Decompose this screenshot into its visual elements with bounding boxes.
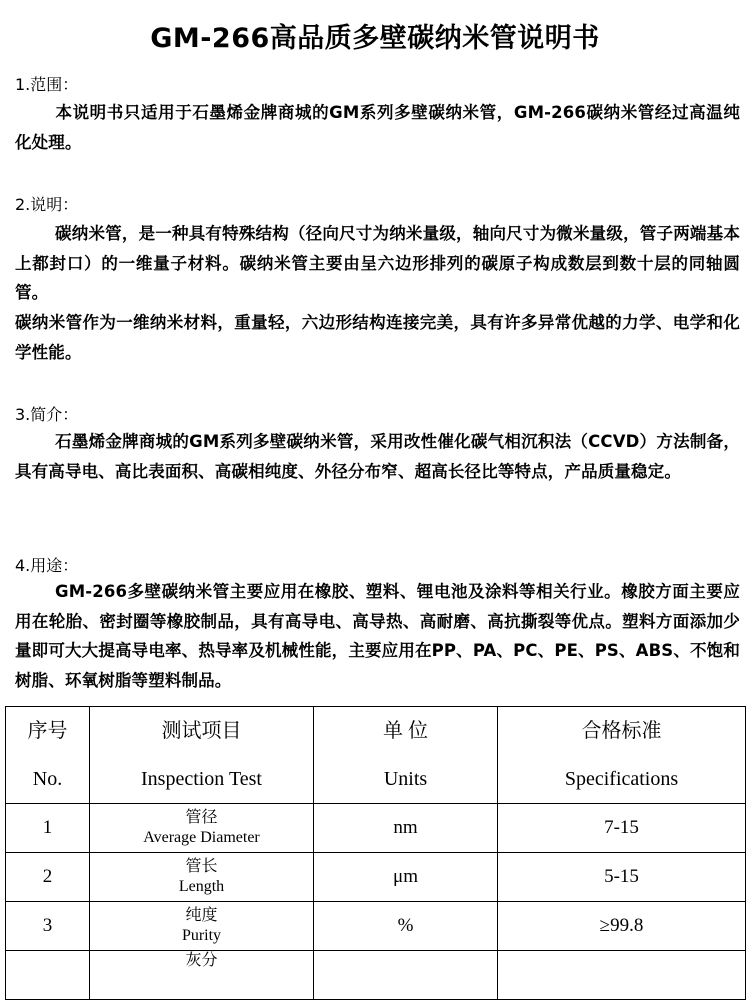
table-row — [6, 853, 746, 902]
row-item-cn: 纯度 — [185, 907, 218, 924]
row-item — [90, 902, 314, 951]
row-unit: % — [314, 902, 498, 951]
table-row — [6, 902, 746, 951]
section-1-text: 本说明书只适用于石墨烯金牌商城的GM系列多壁碳纳米管，GM-266碳纳米管经过高温纯化处理。 — [15, 103, 740, 152]
row-unit — [314, 951, 498, 1000]
section-1-heading: 1.范围： — [15, 75, 79, 94]
section-4-paragraph — [15, 577, 740, 695]
row-spec — [498, 951, 746, 1000]
header-no — [6, 707, 90, 804]
row-spec: 5-15 — [498, 853, 746, 902]
table-row-partial — [6, 951, 746, 1000]
header-test-cn: 测试项目 — [161, 720, 242, 742]
row-item — [90, 853, 314, 902]
header-test-en: Inspection Test — [141, 768, 262, 790]
header-units-cn: 单 位 — [383, 720, 428, 742]
row-item — [90, 804, 314, 853]
document-title: GM-266高品质多壁碳纳米管说明书 — [150, 23, 600, 54]
row-unit: μm — [314, 853, 498, 902]
header-specifications — [498, 707, 746, 804]
specification-table — [5, 706, 746, 1000]
section-2-paragraph-1 — [15, 219, 740, 308]
row-item-cn: 管长 — [185, 858, 218, 875]
section-2-paragraph-2 — [15, 308, 740, 367]
row-item — [90, 951, 314, 1000]
row-no — [6, 951, 90, 1000]
row-no: 3 — [6, 902, 90, 951]
header-no-en: No. — [32, 768, 63, 790]
row-spec: ≥99.8 — [498, 902, 746, 951]
header-units — [314, 707, 498, 804]
section-1-paragraph — [15, 98, 740, 157]
row-item-cn: 灰分 — [185, 952, 218, 969]
section-2-text-2: 碳纳米管作为一维纳米材料，重量轻，六边形结构连接完美，具有许多异常优越的力学、电学和化学性能。 — [15, 313, 740, 362]
header-inspection-test — [90, 707, 314, 804]
section-3-text: 石墨烯金牌商城的GM系列多壁碳纳米管，采用改性催化碳气相沉积法（CCVD）方法制备，具有高导电、高比表面积、高碳相纯度、外径分布窄、超高长径比等特点，产品质量稳定。 — [15, 432, 740, 481]
section-4-text: GM-266多壁碳纳米管主要应用在橡胶、塑料、锂电池及涂料等相关行业。橡胶方面主要应用在轮胎、密封圈等橡胶制品，具有高导电、高导热、高耐磨、高抗撕裂等优点。塑料方面添加少量即可大大提高导电率、热导率及机械性能，主要应用在PP、PA、PC、PE、PS、ABS、不饱和树脂、环氧树脂等塑料制品。 — [15, 582, 740, 690]
section-3-paragraph — [15, 427, 740, 486]
header-units-en: Units — [383, 768, 428, 790]
row-item-cn: 管径 — [185, 809, 218, 826]
section-3-heading: 3.简介： — [15, 405, 79, 424]
table-header-row — [6, 707, 746, 804]
section-2-text-1: 碳纳米管，是一种具有特殊结构（径向尺寸为纳米量级，轴向尺寸为微米量级，管子两端基本上都封口）的一维量子材料。碳纳米管主要由呈六边形排列的碳原子构成数层到数十层的同轴圆管。 — [15, 224, 740, 302]
row-item-en: Length — [178, 878, 225, 895]
row-spec: 7-15 — [498, 804, 746, 853]
section-2-heading: 2.说明： — [15, 195, 79, 214]
row-item-en: Average Diameter — [143, 829, 260, 846]
header-spec-en: Specifications — [564, 768, 679, 790]
section-4-heading: 4.用途： — [15, 556, 79, 575]
header-no-cn: 序号 — [27, 720, 68, 742]
row-no: 1 — [6, 804, 90, 853]
table-row — [6, 804, 746, 853]
header-spec-cn: 合格标准 — [581, 720, 662, 742]
row-unit: nm — [314, 804, 498, 853]
row-no: 2 — [6, 853, 90, 902]
row-item-en: Purity — [181, 927, 222, 944]
